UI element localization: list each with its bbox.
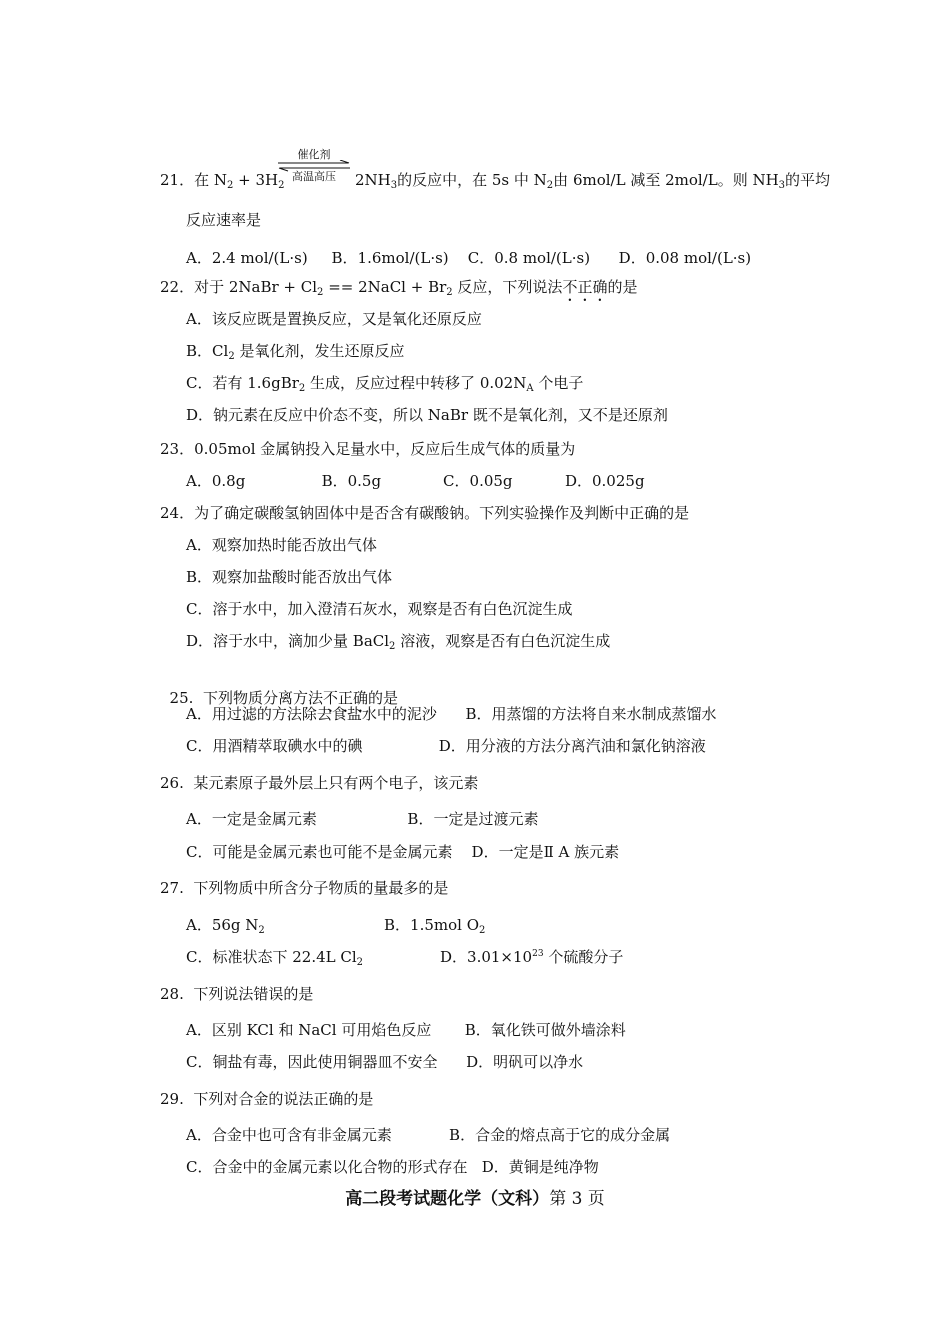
q25-stem: 25. 下列物质分离方法不正确的是 bbox=[169, 689, 398, 707]
q24-option-c: C．溶于水中，加入澄清石灰水，观察是否有白色沉淀生成 bbox=[186, 600, 573, 618]
q21-stem-line2: 反应速率是 bbox=[186, 211, 262, 229]
q25-options-cd: C．用酒精萃取碘水中的碘 D．用分液的方法分离汽油和氯化钠溶液 bbox=[186, 737, 706, 755]
q23-options: A．0.8g B．0.5g C．0.05g D．0.025g bbox=[186, 472, 645, 490]
q21-stem: 21．在 $N_2 + 3H_2$ bbox=[160, 171, 285, 191]
q29-options-ab: A．合金中也可含有非金属元素 B．合金的熔点高于它的成分金属 bbox=[186, 1126, 671, 1144]
q25-options-ab: A．用过滤的方法除去食盐水中的泥沙 B．用蒸馏的方法将自来水制成蒸馏水 bbox=[186, 705, 717, 723]
q27-option-b: B．1.5mol $O_2$ bbox=[384, 916, 486, 936]
q28-options-ab: A．区别 KCl 和 NaCl 可用焰色反应 B．氧化铁可做外墙涂料 bbox=[186, 1021, 626, 1039]
page-footer bbox=[0, 1188, 950, 1210]
q22-option-c: C．若有 1.6gBr$_2$ 生成，反应过程中转移了 $0.02N_A$ 个电子 bbox=[186, 374, 584, 394]
q22-option-b: B．$Cl_2$ 是氧化剂，发生还原反应 bbox=[186, 342, 405, 362]
catalyst-label: 催化剂 bbox=[297, 148, 331, 161]
q28-options-cd: C．铜盐有毒，因此使用铜器皿不安全 D．明矾可以净水 bbox=[186, 1053, 584, 1071]
page-number: 第 3 页 bbox=[549, 1189, 605, 1209]
condition-label: 高温高压 bbox=[292, 170, 336, 183]
q23-stem: 23．0.05mol 金属钠投入足量水中，反应后生成气体的质量为 bbox=[160, 440, 576, 458]
q27-option-c: C．标准状态下 22.4L $Cl_2$ bbox=[186, 948, 364, 968]
q28-stem: 28. 下列说法错误的是 bbox=[160, 985, 314, 1003]
q27-stem: 27. 下列物质中所含分子物质的量最多的是 bbox=[160, 879, 449, 897]
q26-options-cd: C．可能是金属元素也可能不是金属元素 D．一定是Ⅱ A 族元素 bbox=[186, 843, 620, 861]
q26-stem: 26. 某元素原子最外层上只有两个电子，该元素 bbox=[160, 774, 479, 792]
q22-option-a: A．该反应既是置换反应，又是氧化还原反应 bbox=[186, 310, 482, 328]
q27-option-d: D．$3.01\times 10^{23}$ 个硫酸分子 bbox=[440, 948, 624, 966]
q24-option-a: A．观察加热时能否放出气体 bbox=[186, 536, 377, 554]
q22-option-d: D．钠元素在反应中价态不变，所以 NaBr 既不是氧化剂，又不是还原剂 bbox=[186, 406, 668, 424]
q24-option-b: B．观察加盐酸时能否放出气体 bbox=[186, 568, 393, 586]
reversible-arrow bbox=[276, 148, 352, 188]
q26-options-ab: A．一定是金属元素 B．一定是过渡元素 bbox=[186, 810, 539, 828]
q21-stem-rest: $2NH_3$的反应中，在 5s 中 $N_2$由 6mol/L 减至 2mol/L。则 $NH_3$的平均 bbox=[355, 171, 831, 191]
q22-stem: 22．对于 2NaBr + $Cl_2$ == 2NaCl + $Br_2$ 反应，下列说法不正确的是 bbox=[160, 278, 638, 298]
footer-title: 高二段考试题化学（文科） bbox=[345, 1189, 550, 1209]
q29-options-cd: C．合金中的金属元素以化合物的形式存在 D．黄铜是纯净物 bbox=[186, 1158, 599, 1176]
q27-option-a: A．56g $N_2$ bbox=[186, 916, 265, 936]
q29-stem: 29. 下列对合金的说法正确的是 bbox=[160, 1090, 374, 1108]
q21-options: A．2.4 mol/(L·s) B．1.6mol/(L·s) C．0.8 mol/(L·s) D．0.08 mol/(L·s) bbox=[186, 249, 752, 267]
q24-stem: 24．为了确定碳酸氢钠固体中是否含有碳酸钠。下列实验操作及判断中正确的是 bbox=[160, 504, 690, 522]
q24-option-d: D．溶于水中，滴加少量 BaCl$_2$ 溶液，观察是否有白色沉淀生成 bbox=[186, 632, 611, 652]
